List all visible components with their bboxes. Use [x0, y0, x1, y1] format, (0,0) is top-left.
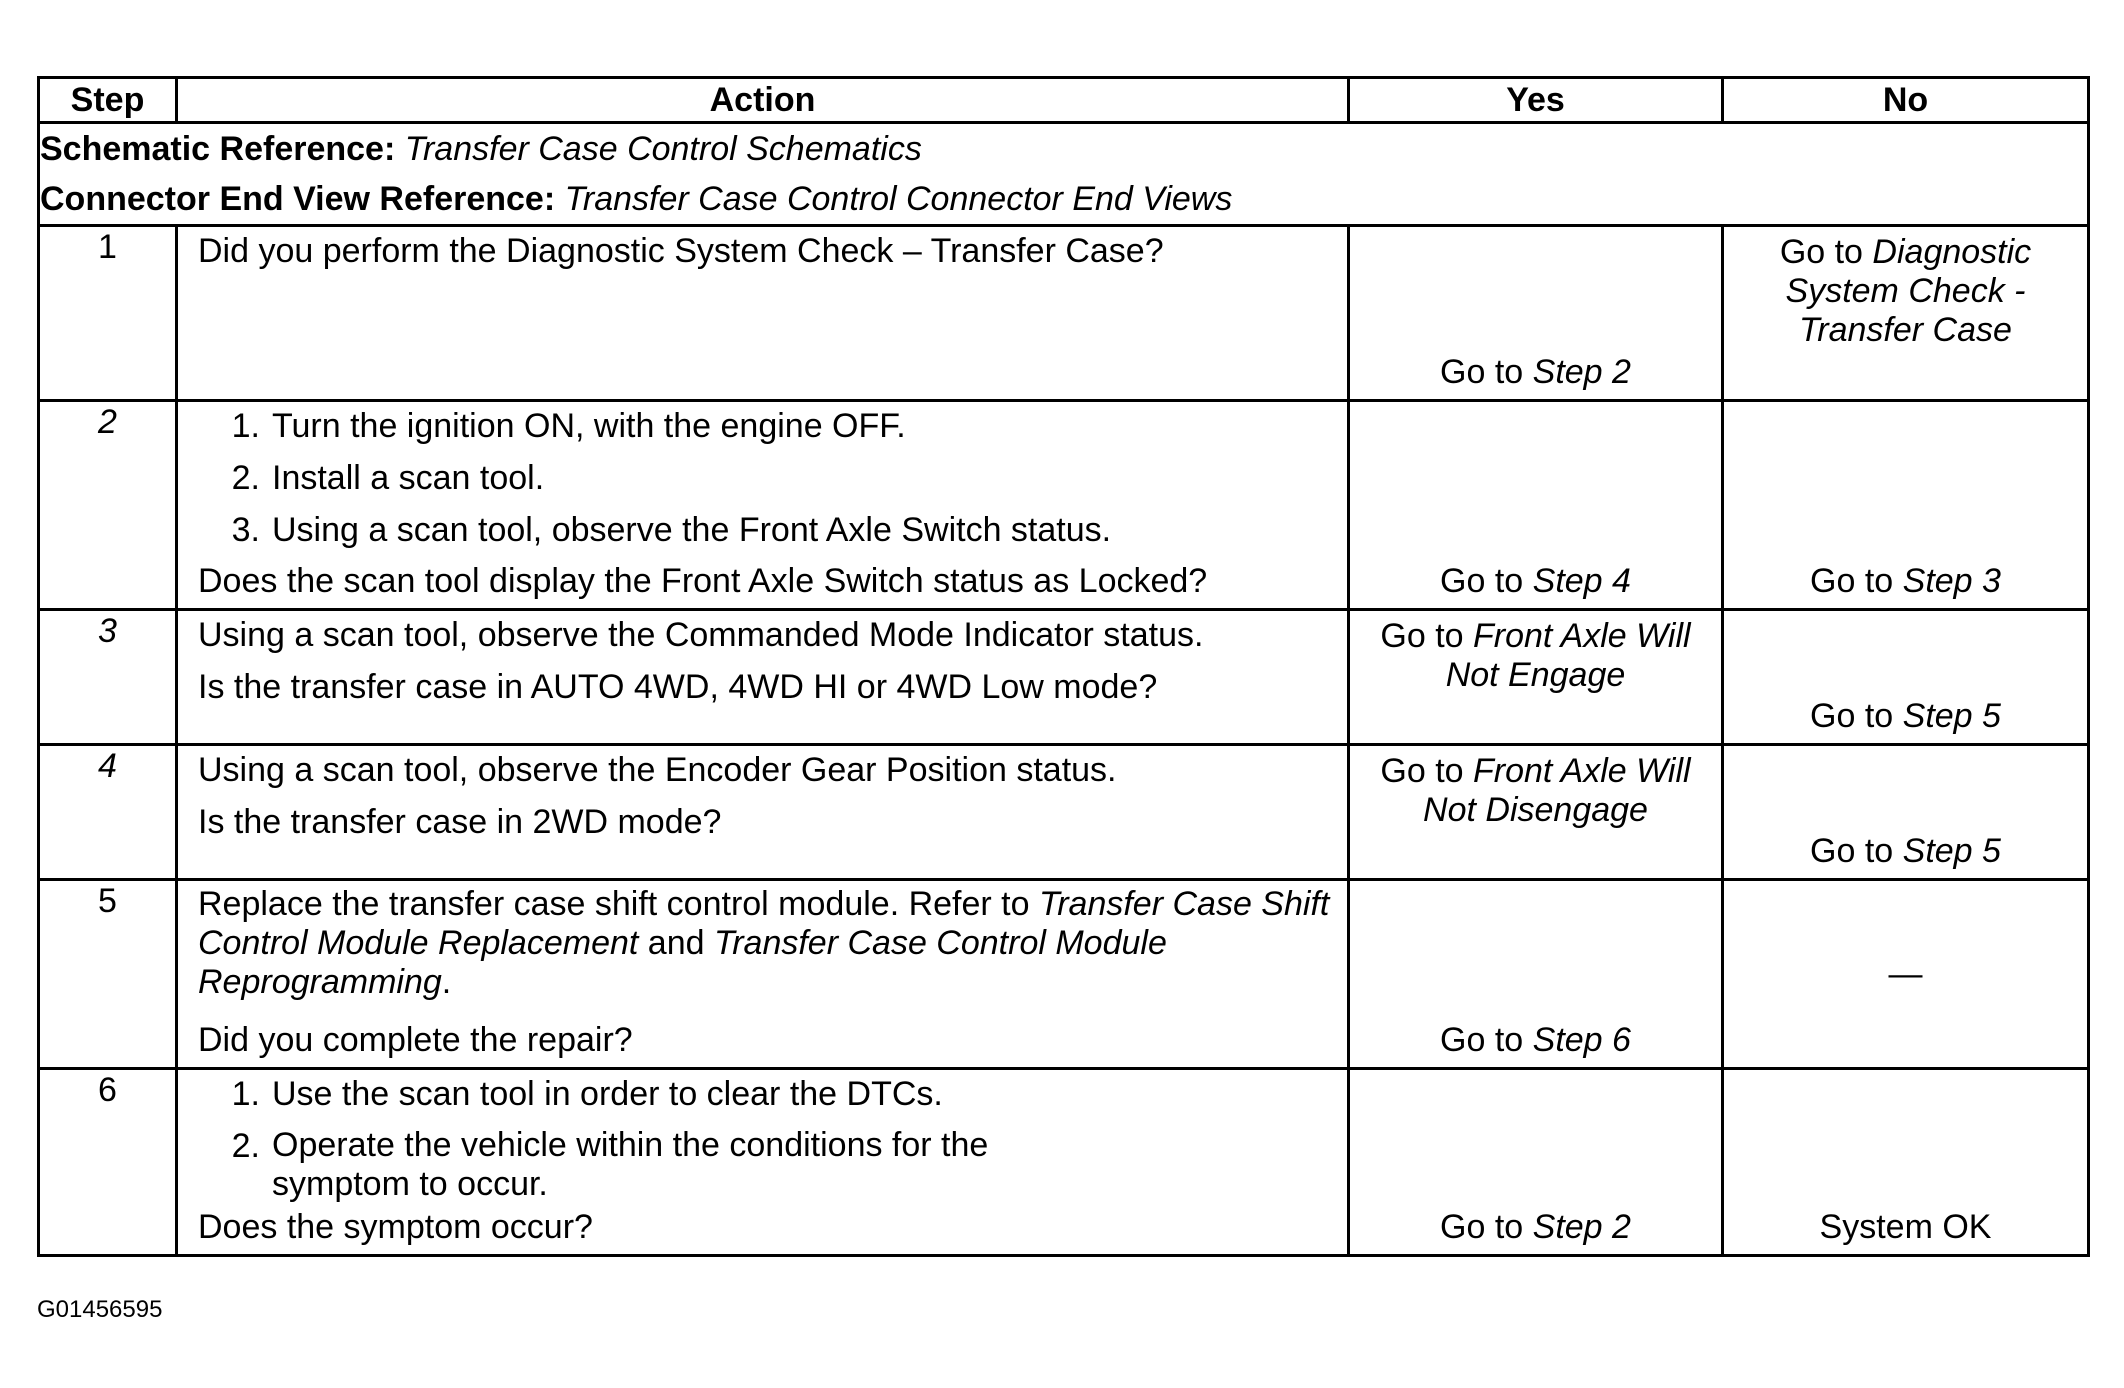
- no-cell: [1723, 610, 2089, 745]
- list-item: 2. Operate the vehicle within the conditions for the symptom to occur.: [231, 1125, 989, 1203]
- action-question: Is the transfer case in 2WD mode?: [198, 802, 722, 841]
- no-result: —: [1888, 954, 1923, 993]
- no-cell: [1723, 880, 2089, 1069]
- action-question: Is the transfer case in AUTO 4WD, 4WD HI or 4WD Low mode?: [198, 667, 1158, 706]
- schematic-reference-link: Transfer Case Control Schematics: [404, 130, 922, 168]
- no-result: Go to Step 5: [1810, 832, 2001, 871]
- action-cell: [177, 401, 1349, 610]
- list-item: 1. Turn the ignition ON, with the engine OFF.: [231, 407, 906, 445]
- table-row: [39, 1069, 2089, 1256]
- list-item: 2. Install a scan tool.: [231, 458, 545, 497]
- no-result: Go to Diagnostic System Check - Transfer Case: [1779, 233, 2032, 350]
- action-instruction: Replace the transfer case shift control module. Refer to Transfer Case Shift Control Module Replacement and Transfer Case Control Module Reprogramming.: [198, 885, 1330, 1002]
- step-number: 3: [39, 610, 177, 745]
- yes-cell: [1349, 610, 1723, 745]
- action-question: Does the symptom occur?: [198, 1208, 593, 1247]
- schematic-reference: Schematic Reference: Transfer Case Control Schematics: [40, 130, 922, 168]
- table-row: [39, 745, 2089, 880]
- connector-reference: Connector End View Reference: Transfer Case Control Connector End Views: [40, 180, 1233, 218]
- no-result: System OK: [1819, 1208, 1992, 1247]
- step-number: 6: [39, 1069, 177, 1256]
- yes-cell: [1349, 880, 1723, 1069]
- yes-result: Go to Step 4: [1440, 562, 1631, 601]
- reference-cell: [39, 123, 2089, 226]
- step-number: 2: [39, 401, 177, 610]
- no-cell: [1723, 401, 2089, 610]
- yes-cell: [1349, 226, 1723, 401]
- reference-link: Transfer Case Shift Control Module Replacement: [198, 885, 1330, 963]
- no-cell: [1723, 1069, 2089, 1256]
- step-number: 1: [39, 226, 177, 401]
- header-no: No: [1723, 78, 2089, 123]
- yes-result: Go to Front Axle Will Not Disengage: [1380, 752, 1691, 830]
- table-row: [39, 610, 2089, 745]
- yes-result: Go to Step 6: [1440, 1021, 1631, 1060]
- no-result: Go to Step 5: [1810, 697, 2001, 736]
- table-row: [39, 226, 2089, 401]
- action-question: Did you perform the Diagnostic System Check – Transfer Case?: [198, 232, 1164, 270]
- yes-result: Go to Step 2: [1440, 1208, 1631, 1247]
- diagnostic-table: [37, 76, 2090, 1257]
- header-step: Step: [39, 78, 177, 123]
- action-cell: [177, 745, 1349, 880]
- reference-link: Transfer Case Control Module Reprogramming: [198, 924, 1167, 1002]
- action-cell: [177, 226, 1349, 401]
- header-yes: Yes: [1349, 78, 1723, 123]
- no-cell: [1723, 226, 2089, 401]
- action-instruction: Using a scan tool, observe the Commanded Mode Indicator status.: [198, 616, 1204, 654]
- step-number: 4: [39, 745, 177, 880]
- step-number: 5: [39, 880, 177, 1069]
- connector-reference-link: Transfer Case Control Connector End Views: [564, 180, 1233, 218]
- figure-id: G01456595: [37, 1296, 163, 1323]
- action-cell: [177, 880, 1349, 1069]
- action-question: Does the scan tool display the Front Axle Switch status as Locked?: [198, 562, 1208, 601]
- table-header-row: [39, 78, 2089, 123]
- yes-cell: [1349, 1069, 1723, 1256]
- action-cell: [177, 610, 1349, 745]
- table-row: [39, 880, 2089, 1069]
- action-question: Did you complete the repair?: [198, 1021, 633, 1060]
- yes-cell: [1349, 401, 1723, 610]
- yes-result: Go to Front Axle Will Not Engage: [1380, 617, 1691, 695]
- list-item: 1. Use the scan tool in order to clear the DTCs.: [231, 1075, 943, 1113]
- reference-row: [39, 123, 2089, 226]
- table-row: [39, 401, 2089, 610]
- no-result: Go to Step 3: [1810, 562, 2001, 601]
- action-cell: [177, 1069, 1349, 1256]
- yes-result: Go to Step 2: [1440, 353, 1631, 392]
- action-instruction: Using a scan tool, observe the Encoder Gear Position status.: [198, 751, 1117, 789]
- yes-cell: [1349, 745, 1723, 880]
- header-action: Action: [177, 78, 1349, 123]
- list-item: 3. Using a scan tool, observe the Front Axle Switch status.: [231, 510, 1112, 549]
- no-cell: [1723, 745, 2089, 880]
